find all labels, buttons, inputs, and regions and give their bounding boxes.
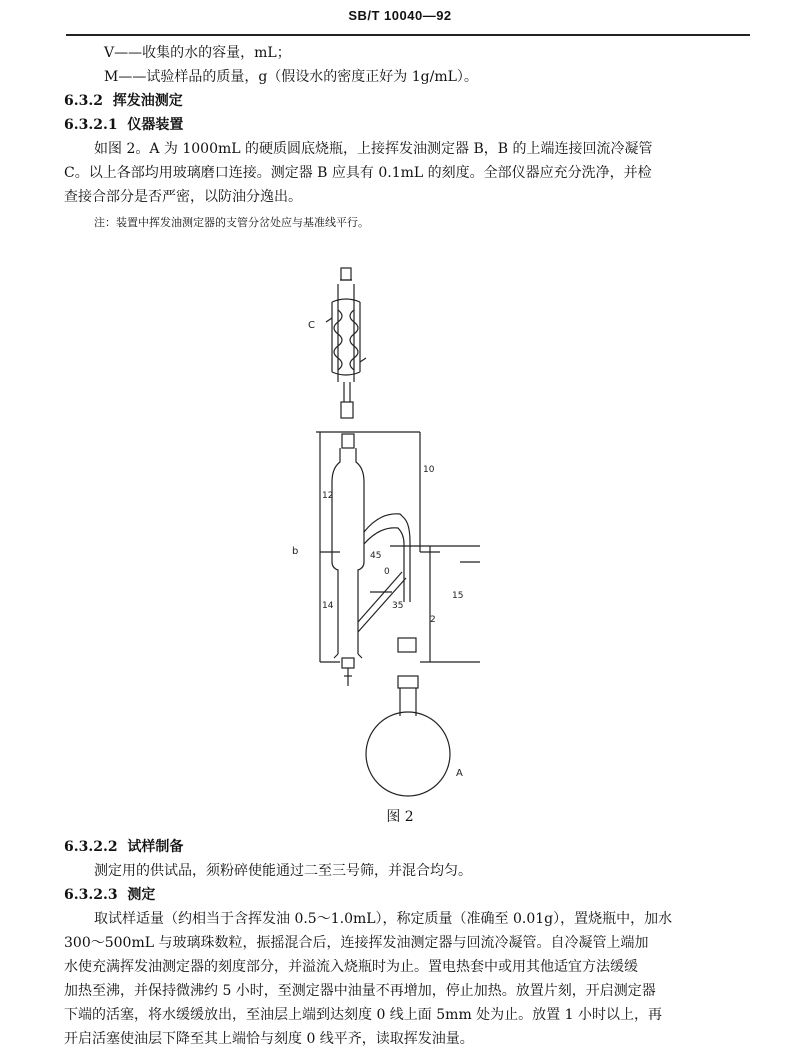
label-35: 35 [392, 601, 404, 611]
definition-m [104, 68, 478, 86]
label-b: b [292, 546, 299, 557]
definition-v [104, 44, 291, 62]
section-number: 6.3.2.1 [64, 117, 118, 133]
paragraph-line: 水使充满挥发油测定器的刻度部分，并溢流入烧瓶时为止。置电热套中或用其他适宜方法缓缓 [64, 959, 638, 975]
section-heading-6-3-2-3 [64, 886, 155, 904]
label-0: 0 [384, 567, 390, 577]
round-bottom-flask [366, 676, 450, 796]
figure-note: 注：装置中挥发油测定器的支管分岔处应与基准线平行。 [94, 216, 369, 229]
section-heading-6-3-2-2 [64, 838, 183, 856]
section-title: 挥发油测定 [112, 93, 183, 109]
label-c: C [308, 320, 315, 331]
label-a: A [456, 768, 463, 779]
label-14: 14 [322, 601, 334, 611]
definition-symbol: V [104, 45, 115, 61]
definition-text: ——收集的水的容量，mL； [114, 45, 291, 61]
paragraph-line: 如图 2。A 为 1000mL 的硬质圆底烧瓶，上接挥发油测定器 B，B 的上端连接回流冷凝管 [94, 141, 653, 157]
label-15: 15 [452, 591, 464, 601]
paragraph-line: C。以上各部均用玻璃磨口连接。测定器 B 应具有 0.1mL 的刻度。全部仪器应充分洗净，并检 [64, 165, 652, 181]
figure-caption: 图 2 [386, 809, 414, 825]
section-title: 测定 [127, 887, 156, 903]
reflux-condenser [326, 268, 366, 418]
definition-text: ——试验样品的质量，g（假设水的密度正好为 1g/mL）。 [118, 69, 478, 85]
header-rule [66, 34, 750, 36]
paragraph-line: 300～500mL 与玻璃珠数粒，振摇混合后，连接挥发油测定器与回流冷凝管。自冷凝管上端加 [64, 935, 649, 951]
section-title: 试样制备 [127, 839, 184, 855]
paragraph-line: 开启活塞使油层下降至其上端恰与刻度 0 线平齐，读取挥发油量。 [64, 1031, 474, 1047]
label-2: 2 [430, 615, 436, 625]
paragraph-line: 加热至沸，并保持微沸约 5 小时，至测定器中油量不再增加，停止加热。放置片刻，开启测定器 [64, 983, 656, 999]
section-number: 6.3.2.2 [64, 839, 118, 855]
definition-symbol: M [104, 69, 119, 85]
paragraph-line: 下端的活塞，将水缓缓放出，至油层上端到达刻度 0 线上面 5mm 处为止。放置 1 小时以上，再 [64, 1007, 662, 1023]
label-12: 12 [322, 491, 334, 501]
label-10: 10 [423, 465, 435, 475]
paragraph-line: 查接合部分是否严密，以防油分逸出。 [64, 189, 302, 205]
section-heading-6-3-2-1 [64, 116, 183, 134]
document-header: SB/T 10040—92 [348, 8, 452, 23]
section-title: 仪器装置 [127, 117, 184, 133]
paragraph-line: 测定用的供试品，须粉碎使能通过二至三号筛，并混合均匀。 [94, 863, 472, 879]
paragraph-line: 取试样适量（约相当于含挥发油 0.5～1.0mL），称定质量（准确至 0.01g），置烧瓶中，加水 [94, 911, 673, 927]
section-heading-6-3-2 [64, 92, 183, 110]
apparatus-diagram [280, 262, 760, 802]
label-45: 45 [370, 551, 382, 561]
section-number: 6.3.2.3 [64, 887, 118, 903]
section-number: 6.3.2 [64, 93, 103, 109]
